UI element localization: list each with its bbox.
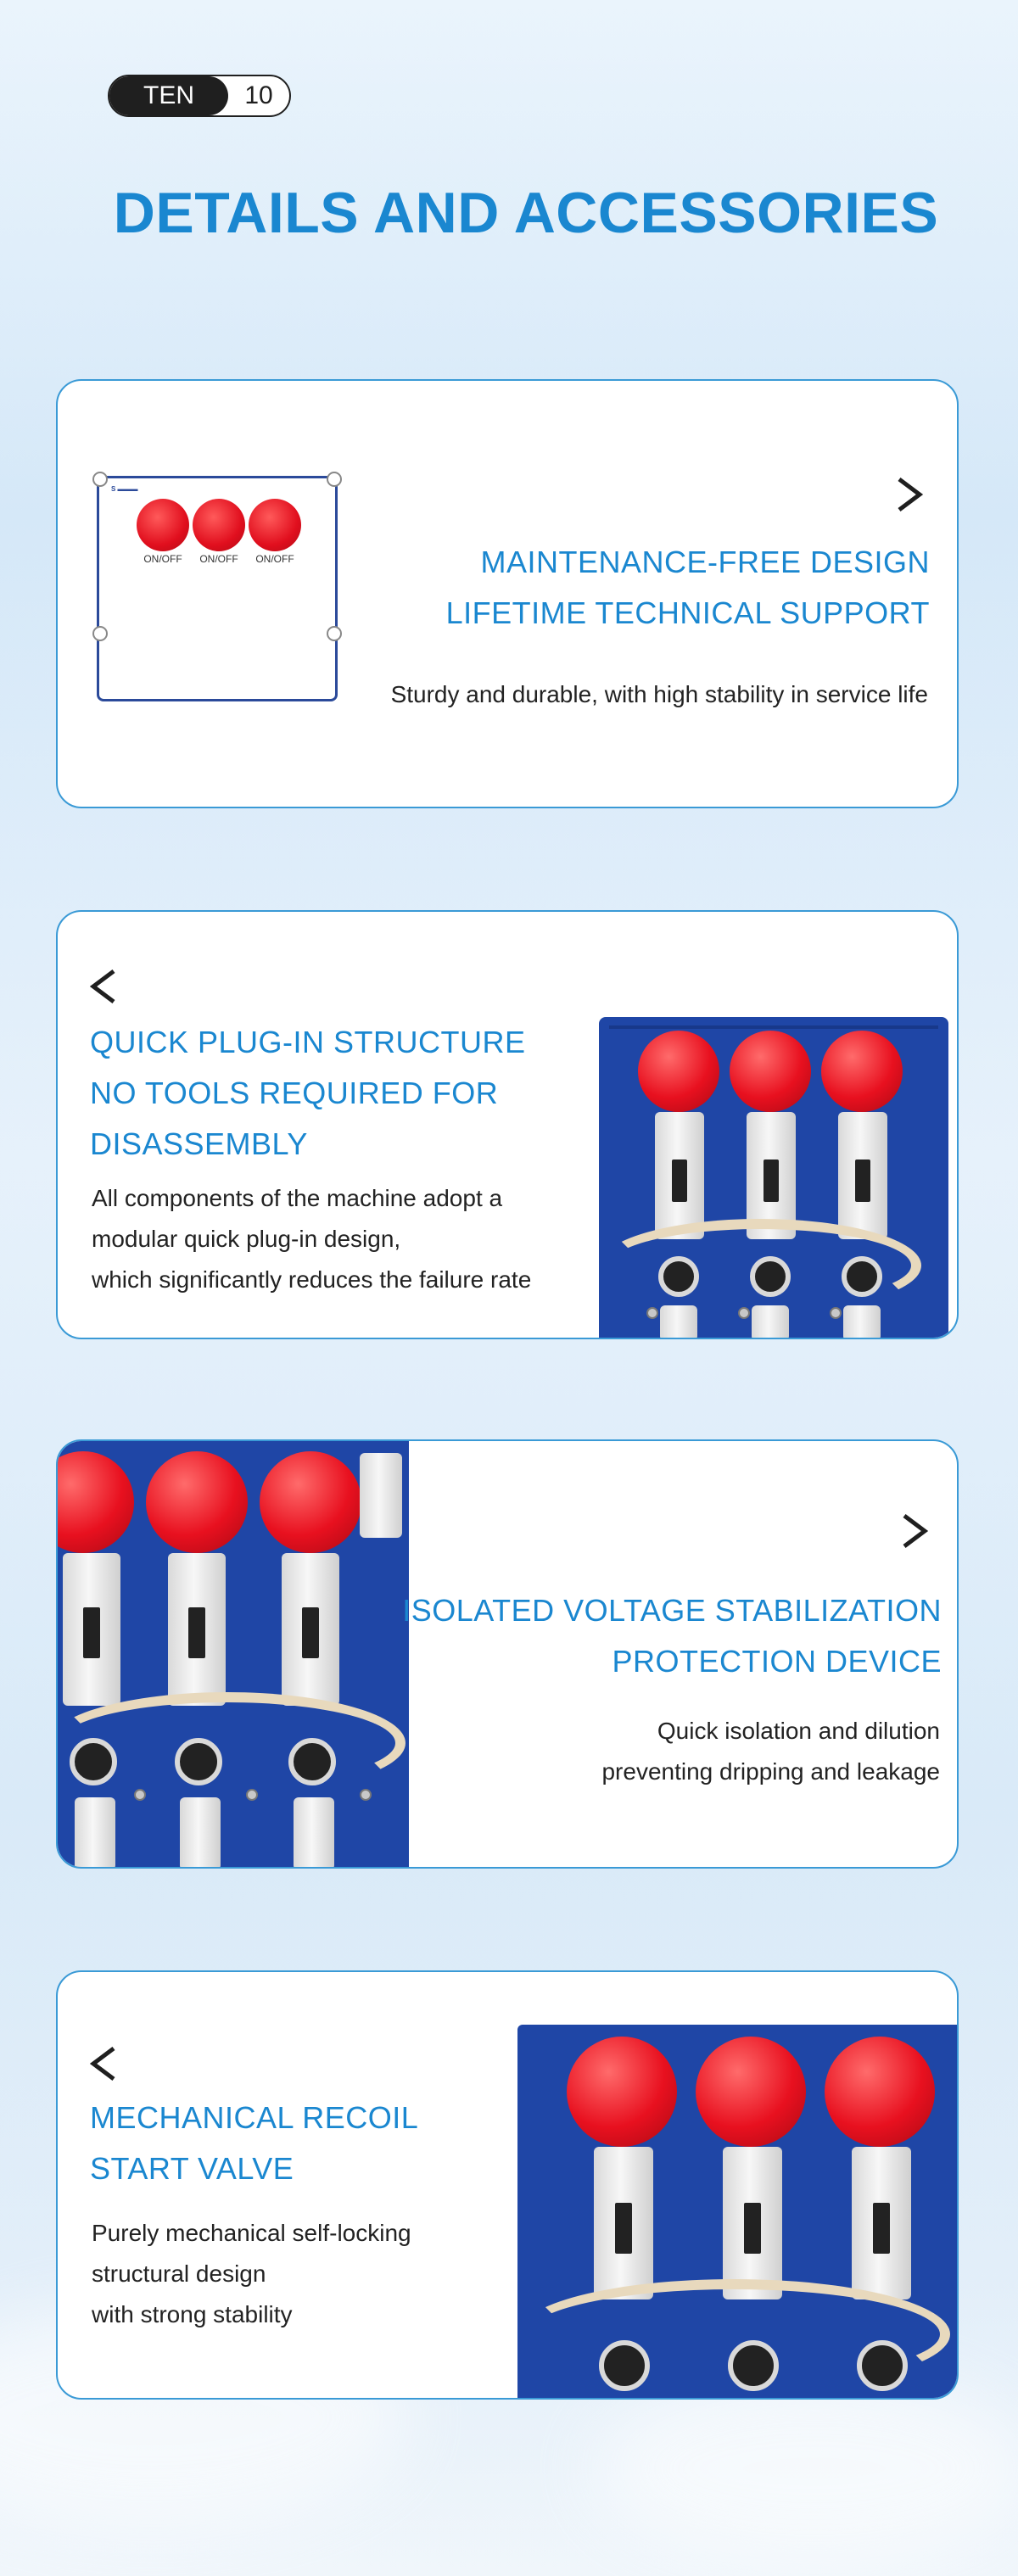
card-description: Purely mechanical self-locking structural design with strong stability <box>92 2220 411 2327</box>
valve-knob-icon <box>70 1738 117 1785</box>
feature-card-isolated-voltage <box>56 1439 959 1869</box>
valve-knob-icon <box>857 2340 908 2391</box>
valve-cap-icon <box>638 1031 719 1112</box>
valve-knob-icon <box>658 1256 699 1297</box>
page-title: DETAILS AND ACCESSORIES <box>113 181 939 245</box>
valve-cap-icon <box>260 1451 361 1553</box>
card-heading: ISOLATED VOLTAGE STABILIZATION PROTECTION DEVICE <box>402 1593 942 1679</box>
power-button-icon <box>137 499 189 551</box>
valve-knob-icon <box>728 2340 779 2391</box>
valve-knob-icon <box>288 1738 336 1785</box>
valve-cap-icon <box>730 1031 811 1112</box>
valve-knob-icon <box>750 1256 791 1297</box>
feature-card-quick-plug <box>56 910 959 1339</box>
card-description: Sturdy and durable, with high stability in service life <box>390 681 928 707</box>
valve-manifold-image <box>599 1017 948 1339</box>
card-description: All components of the machine adopt a modular quick plug-in design, which significantly reduces the failure rate <box>92 1185 532 1293</box>
valve-manifold-image <box>58 1441 409 1869</box>
card-heading: MAINTENANCE-FREE DESIGN LIFETIME TECHNICAL SUPPORT <box>445 545 930 630</box>
feature-card-recoil-valve <box>56 1970 959 2400</box>
section-badge-number: 10 <box>244 81 273 109</box>
power-button-label: ON/OFF <box>143 553 182 565</box>
valve-cap-icon <box>146 1451 248 1553</box>
section-badge-label: TEN <box>109 76 228 115</box>
card-heading: QUICK PLUG-IN STRUCTURE NO TOOLS REQUIRED FOR DISASSEMBLY <box>90 1025 526 1161</box>
control-panel-illustration <box>97 476 338 701</box>
chevron-left-icon <box>87 2045 120 2082</box>
power-button-label: ON/OFF <box>255 553 294 565</box>
valve-manifold-image <box>517 2025 959 2400</box>
valve-knob-icon <box>599 2340 650 2391</box>
mount-hole <box>92 472 108 487</box>
power-button-icon <box>249 499 301 551</box>
background-glow <box>594 2375 1018 2562</box>
valve-knob-icon <box>842 1256 882 1297</box>
power-button-label: ON/OFF <box>199 553 238 565</box>
brand-logo-icon: S ▬▬▬ <box>111 485 138 493</box>
valve-cap-icon <box>825 2037 935 2147</box>
valve-cap-icon <box>58 1451 134 1553</box>
valve-cap-icon <box>821 1031 903 1112</box>
mount-hole <box>327 472 342 487</box>
valve-knob-icon <box>175 1738 222 1785</box>
valve-cap-icon <box>567 2037 677 2147</box>
section-badge <box>108 75 291 117</box>
chevron-right-icon <box>892 476 926 513</box>
chevron-left-icon <box>87 968 120 1005</box>
feature-card-maintenance <box>56 379 959 808</box>
mount-hole <box>92 626 108 641</box>
card-description: Quick isolation and dilution preventing dripping and leakage <box>601 1718 940 1785</box>
power-button-icon <box>193 499 245 551</box>
chevron-right-icon <box>898 1512 931 1550</box>
card-heading: MECHANICAL RECOIL START VALVE <box>90 2100 419 2186</box>
valve-cap-icon <box>696 2037 806 2147</box>
